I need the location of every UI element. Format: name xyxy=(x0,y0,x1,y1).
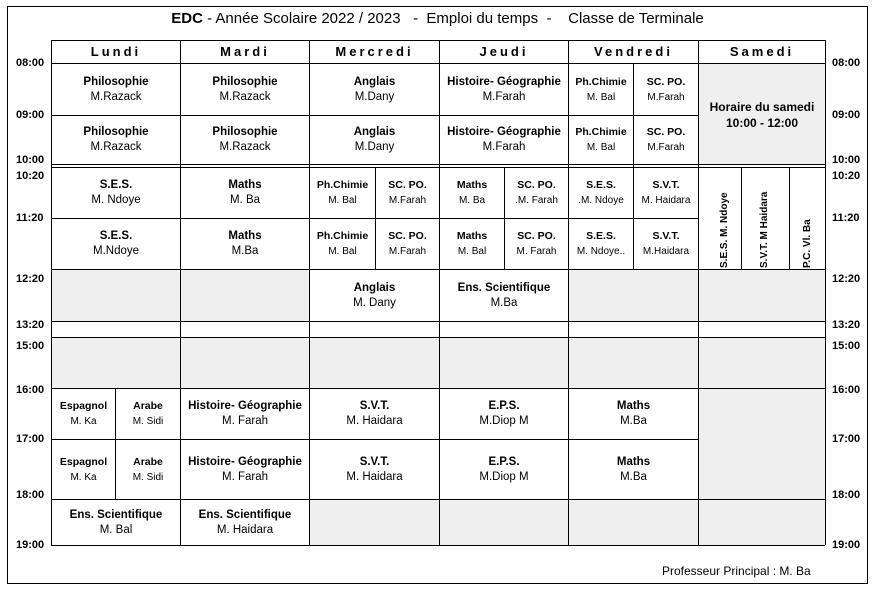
course-cell xyxy=(634,168,698,218)
time-label: 10:00 xyxy=(832,154,861,166)
course-cell xyxy=(376,219,439,269)
course-subject: Ens. Scientifique xyxy=(198,508,292,521)
course-cell xyxy=(440,116,568,164)
grid-line xyxy=(741,167,742,269)
course-teacher: M. Bal xyxy=(328,195,357,206)
course-teacher: .M. Farah xyxy=(515,195,558,206)
course-cell xyxy=(181,389,309,439)
course-cell xyxy=(569,219,633,269)
course-subject: S.E.S. xyxy=(99,179,133,191)
course-cell xyxy=(634,64,698,115)
course-cell xyxy=(376,168,439,218)
course-subject: Espagnol xyxy=(59,400,108,412)
course-subject: S.V.T. xyxy=(652,230,680,242)
course-teacher: M. Ba xyxy=(229,194,261,206)
course-subject: SC. PO. xyxy=(388,230,427,242)
course-cell xyxy=(181,64,309,115)
course-cell xyxy=(52,64,180,115)
grid-line xyxy=(51,545,825,546)
saturday-pc-vertical: P.C. Vl. Ba xyxy=(802,219,813,268)
course-cell xyxy=(569,440,698,499)
course-teacher: M. Farah xyxy=(221,415,268,427)
course-subject: Maths xyxy=(616,455,651,468)
course-teacher: M. Bal xyxy=(457,246,487,257)
course-teacher: M.Ba xyxy=(231,245,259,257)
time-label: 10:20 xyxy=(832,170,861,182)
course-teacher: M. Haidara xyxy=(346,415,403,427)
course-subject: SC. PO. xyxy=(517,179,556,191)
principal-teacher: Professeur Principal : M. Ba xyxy=(662,564,811,578)
course-cell xyxy=(569,389,698,439)
course-teacher: M. Bal xyxy=(99,523,133,536)
course-teacher: M.Razack xyxy=(219,141,271,153)
course-cell xyxy=(310,389,439,439)
course-teacher: M. Bal xyxy=(586,91,616,103)
course-subject: Anglais xyxy=(353,281,396,294)
grid-line xyxy=(51,40,825,41)
course-subject: E.P.S. xyxy=(488,400,520,412)
course-subject: SC. PO. xyxy=(388,179,427,191)
course-teacher: M.Ba xyxy=(490,296,518,309)
course-teacher: M.Diop M xyxy=(479,415,529,427)
course-cell xyxy=(310,270,439,321)
course-teacher: M. Ka xyxy=(70,471,97,483)
course-subject: S.V.T. xyxy=(359,455,390,468)
time-label: 15:00 xyxy=(16,340,45,352)
grid-line xyxy=(51,164,825,165)
course-teacher: M.Farah xyxy=(388,246,427,257)
course-subject: Philosophie xyxy=(83,126,149,138)
course-teacher: M.Ndoye xyxy=(92,245,140,257)
saturday-ses-vertical: S.E.S. M. Ndoye xyxy=(719,192,730,268)
course-subject: S.E.S. xyxy=(586,230,616,242)
saturday-range: 10:00 - 12:00 xyxy=(725,116,799,130)
time-label: 16:00 xyxy=(16,384,45,396)
course-cell xyxy=(116,389,180,439)
course-cell xyxy=(52,116,180,164)
course-cell xyxy=(634,116,698,164)
time-label: 12:20 xyxy=(832,273,861,285)
course-subject: Ens. Scientifique xyxy=(69,508,163,521)
time-label: 08:00 xyxy=(16,57,45,69)
course-cell xyxy=(52,168,180,218)
course-cell xyxy=(181,116,309,164)
course-subject: S.V.T. xyxy=(359,400,390,412)
course-teacher: M. Bal xyxy=(328,246,357,257)
time-label: 17:00 xyxy=(16,433,45,445)
course-teacher: M.Farah xyxy=(647,91,685,103)
empty-slot xyxy=(699,388,825,545)
course-subject: Histoire- Géographie xyxy=(188,400,302,412)
page-title xyxy=(0,10,875,27)
course-cell xyxy=(440,168,504,218)
empty-slot xyxy=(310,500,699,545)
time-label: 19:00 xyxy=(16,539,45,551)
course-teacher: M.Farah xyxy=(388,195,427,206)
course-cell xyxy=(310,219,375,269)
course-cell xyxy=(310,440,439,499)
course-cell xyxy=(505,168,568,218)
grid-line xyxy=(698,40,699,545)
course-teacher: M.Razack xyxy=(90,141,142,153)
course-subject: Anglais xyxy=(353,126,396,138)
day-vendredi: Vendredi xyxy=(594,43,673,59)
course-cell xyxy=(181,219,309,269)
time-label: 11:20 xyxy=(832,212,860,224)
course-cell xyxy=(310,64,439,115)
grid-line xyxy=(51,321,825,322)
course-subject: SC. PO. xyxy=(646,126,686,138)
course-subject: SC. PO. xyxy=(517,230,556,242)
time-label: 17:00 xyxy=(832,433,861,445)
course-teacher: M. Haidara xyxy=(641,195,691,206)
course-subject: Maths xyxy=(228,179,262,191)
course-subject: Maths xyxy=(616,400,651,412)
empty-slot xyxy=(51,338,825,388)
grid-line xyxy=(825,40,826,545)
time-label: 08:00 xyxy=(832,57,861,69)
time-label: 10:20 xyxy=(16,170,45,182)
time-label: 09:00 xyxy=(16,109,45,121)
grid-line xyxy=(789,167,790,269)
course-teacher: M. Farah xyxy=(516,246,557,257)
course-teacher: M.Dany xyxy=(354,141,395,153)
course-subject: Histoire- Géographie xyxy=(188,455,302,468)
course-cell xyxy=(634,219,698,269)
course-cell xyxy=(440,389,568,439)
course-teacher: M. Haidara xyxy=(346,470,403,483)
course-subject: E.P.S. xyxy=(488,455,520,468)
time-label: 15:00 xyxy=(832,340,861,352)
course-subject: Ph.Chimie xyxy=(575,126,627,138)
course-teacher: M. Haidara xyxy=(216,523,274,536)
course-subject: Philosophie xyxy=(83,75,149,88)
course-teacher: M.Haidara xyxy=(642,246,690,257)
course-teacher: M. Bal xyxy=(586,142,616,153)
course-cell xyxy=(181,440,309,499)
title-text: - Année Scolaire 2022 / 2023 - Emploi du temps - Classe de Terminale xyxy=(202,10,704,27)
saturday-label: Horaire du samedi xyxy=(709,100,815,114)
course-teacher: M. Sidi xyxy=(132,416,164,427)
course-subject: S.V.T. xyxy=(652,179,680,191)
course-teacher: M.Razack xyxy=(90,90,142,103)
course-teacher: M. Ka xyxy=(70,416,97,427)
course-teacher: M. Dany xyxy=(353,296,396,309)
time-label: 13:20 xyxy=(832,319,861,331)
course-cell xyxy=(52,389,115,439)
course-subject: SC. PO. xyxy=(646,75,686,88)
course-subject: Ph.Chimie xyxy=(316,230,369,242)
empty-slot xyxy=(569,270,825,321)
time-label: 18:00 xyxy=(16,489,45,501)
saturday-svt-vertical: S.V.T. M Haidara xyxy=(759,191,770,268)
course-cell xyxy=(569,168,633,218)
day-jeudi: Jeudi xyxy=(479,43,529,59)
course-teacher: M.Dany xyxy=(354,90,395,103)
time-label: 19:00 xyxy=(832,539,861,551)
day-mardi: Mardi xyxy=(220,43,270,59)
course-subject: S.E.S. xyxy=(586,179,616,191)
time-label: 10:00 xyxy=(16,154,45,166)
course-subject: Maths xyxy=(456,230,488,242)
course-teacher: M. Ndoye xyxy=(91,194,141,206)
course-subject: Arabe xyxy=(133,455,163,468)
saturday-hours xyxy=(699,68,825,162)
course-teacher: M. Farah xyxy=(221,470,268,483)
course-teacher: M.Diop M xyxy=(479,470,529,483)
course-cell xyxy=(440,64,568,115)
course-subject: Histoire- Géographie xyxy=(447,75,561,88)
grid-line xyxy=(51,337,825,338)
course-cell xyxy=(310,168,375,218)
course-cell xyxy=(569,116,633,164)
course-subject: Maths xyxy=(228,230,262,242)
course-teacher: M.Farah xyxy=(647,142,685,153)
day-samedi: Samedi xyxy=(729,43,795,59)
course-teacher: M.Farah xyxy=(482,141,526,153)
course-subject: Anglais xyxy=(353,75,396,88)
course-cell xyxy=(181,168,309,218)
course-subject: Espagnol xyxy=(59,455,108,468)
course-cell xyxy=(505,219,568,269)
time-label: 12:20 xyxy=(16,273,45,285)
course-cell xyxy=(569,64,633,115)
course-cell xyxy=(310,116,439,164)
course-teacher: M.Razack xyxy=(219,90,271,103)
time-label: 09:00 xyxy=(832,109,861,121)
course-subject: S.E.S. xyxy=(99,230,133,242)
course-teacher: M.Ba xyxy=(620,415,647,427)
course-teacher: M. Ndoye.. xyxy=(576,246,626,257)
course-teacher: .M. Ndoye xyxy=(578,195,624,206)
time-label: 18:00 xyxy=(832,489,861,501)
day-lundi: Lundi xyxy=(90,43,142,59)
time-label: 16:00 xyxy=(832,384,861,396)
time-label: 11:20 xyxy=(16,212,44,224)
course-subject: Histoire- Géographie xyxy=(447,126,561,138)
title-brand: EDC xyxy=(171,10,203,27)
course-cell xyxy=(52,219,180,269)
course-subject: Arabe xyxy=(133,400,163,412)
course-cell xyxy=(116,440,180,499)
course-cell xyxy=(440,219,504,269)
course-cell xyxy=(440,270,568,321)
course-teacher: M.Farah xyxy=(482,90,526,103)
course-cell xyxy=(52,500,180,545)
course-teacher: M. Sidi xyxy=(132,471,164,483)
day-mercredi: Mercredi xyxy=(335,43,414,59)
course-subject: Ens. Scientifique xyxy=(457,281,551,294)
course-subject: Ph.Chimie xyxy=(316,179,369,191)
course-subject: Ph.Chimie xyxy=(575,75,627,88)
course-teacher: M.Ba xyxy=(620,470,647,483)
course-subject: Philosophie xyxy=(212,75,278,88)
course-cell xyxy=(52,440,115,499)
course-subject: Philosophie xyxy=(212,126,278,138)
course-cell xyxy=(440,440,568,499)
course-teacher: M. Ba xyxy=(458,195,486,206)
course-subject: Maths xyxy=(456,179,488,191)
time-label: 13:20 xyxy=(16,319,45,331)
course-cell xyxy=(181,500,309,545)
